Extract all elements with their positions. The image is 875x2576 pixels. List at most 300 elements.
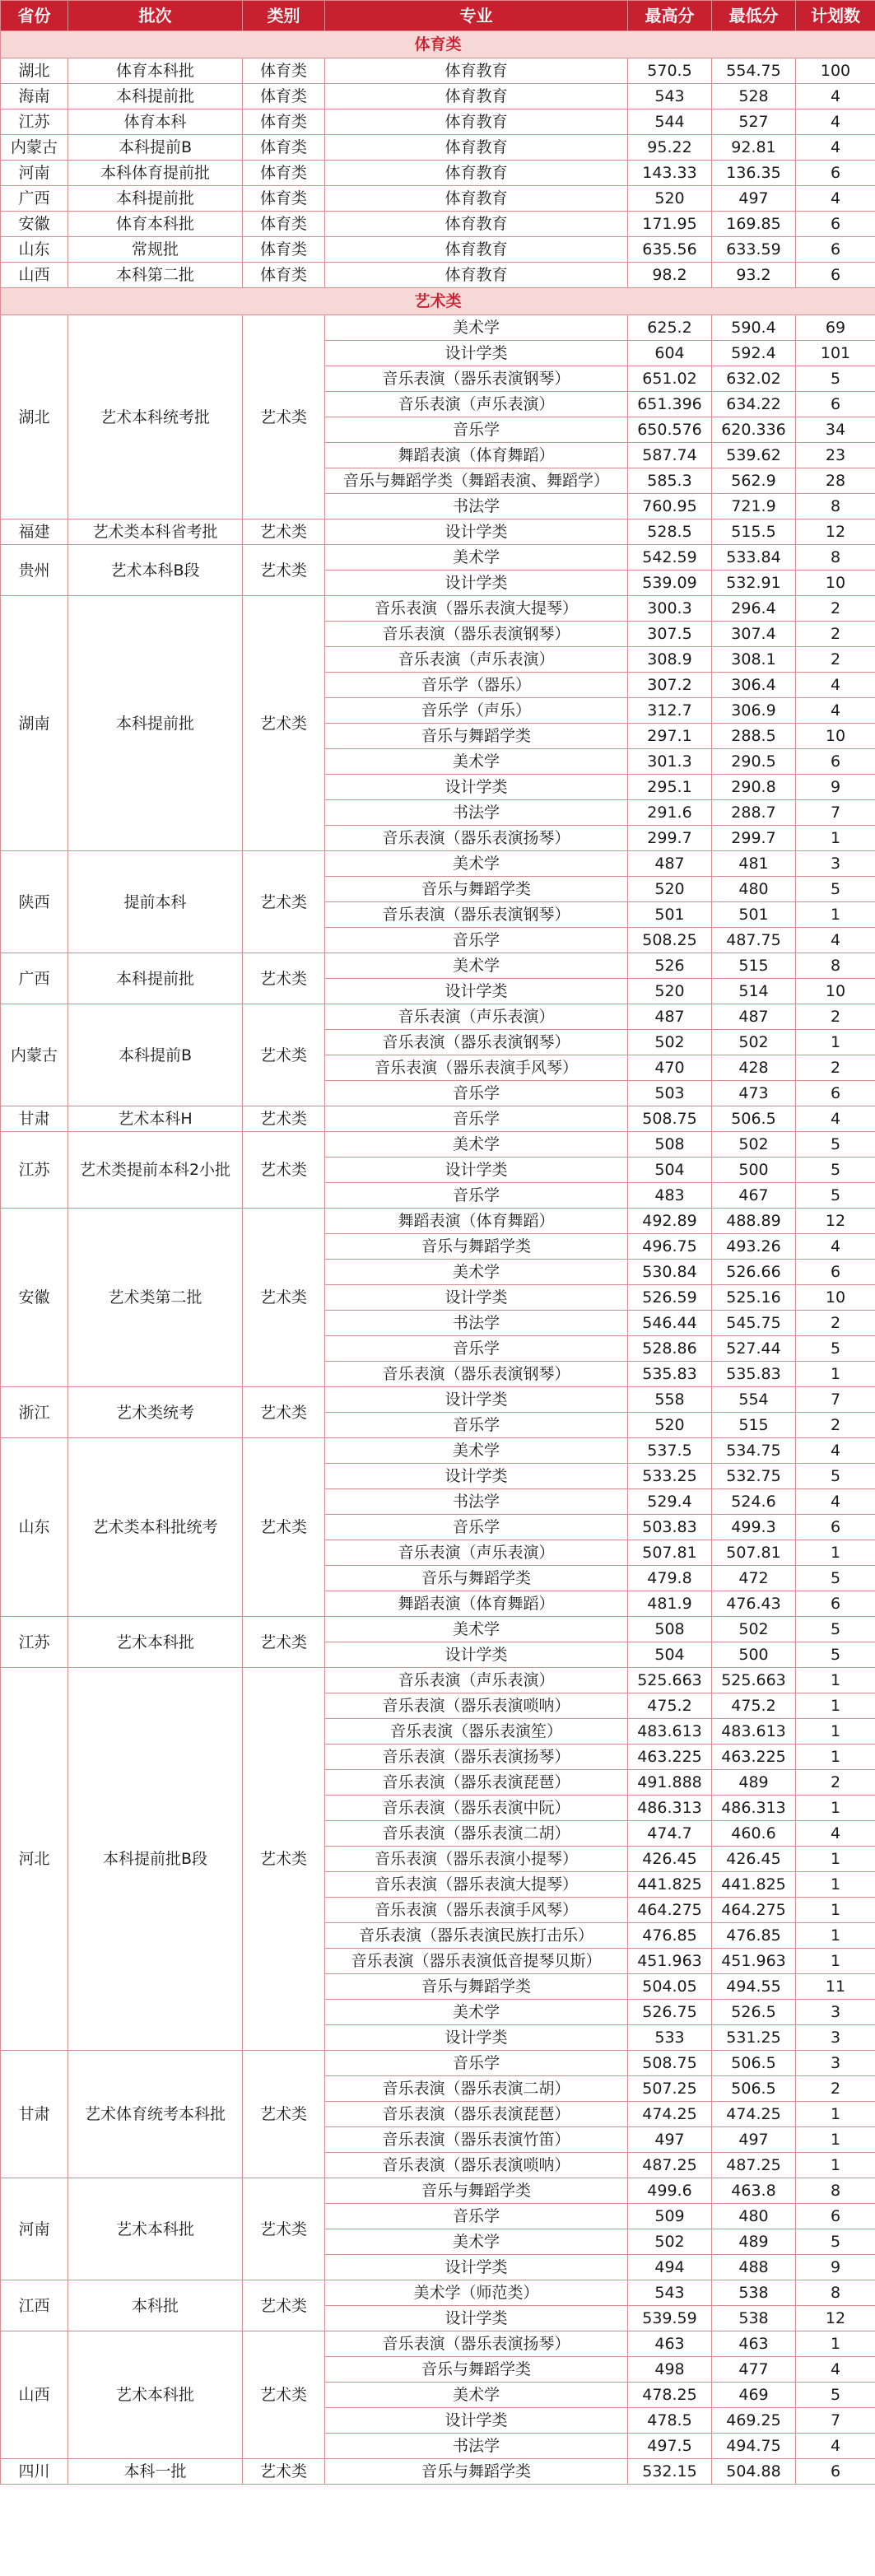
max-score-cell: 525.663 <box>628 1668 712 1693</box>
major-cell: 音乐学 <box>325 1106 628 1132</box>
batch-cell: 本科体育提前批 <box>68 161 243 186</box>
table-row <box>1 1004 875 1030</box>
plan-count-cell: 9 <box>796 775 875 800</box>
max-score-cell: 503 <box>628 1081 712 1106</box>
major-cell: 书法学 <box>325 1311 628 1336</box>
major-cell: 体育教育 <box>325 263 628 288</box>
min-score-cell: 497 <box>712 186 796 212</box>
max-score-cell: 143.33 <box>628 161 712 186</box>
min-score-cell: 290.8 <box>712 775 796 800</box>
table-row <box>1 953 875 979</box>
plan-count-cell: 4 <box>796 928 875 953</box>
category-cell: 艺术类 <box>243 1004 325 1106</box>
major-cell: 音乐学 <box>325 417 628 443</box>
max-score-cell: 479.8 <box>628 1566 712 1591</box>
major-cell: 体育教育 <box>325 84 628 109</box>
min-score-cell: 502 <box>712 1617 796 1642</box>
min-score-cell: 290.5 <box>712 749 796 775</box>
major-cell: 音乐学 <box>325 1081 628 1106</box>
major-cell: 舞蹈表演（体育舞蹈） <box>325 443 628 468</box>
max-score-cell: 502 <box>628 1030 712 1055</box>
batch-cell: 艺术本科B段 <box>68 545 243 596</box>
plan-count-cell: 2 <box>796 622 875 647</box>
province-cell: 陕西 <box>1 851 68 953</box>
category-cell: 艺术类 <box>243 1387 325 1438</box>
province-cell: 山东 <box>1 1438 68 1617</box>
province-cell: 湖北 <box>1 58 68 84</box>
min-score-cell: 428 <box>712 1055 796 1081</box>
max-score-cell: 487 <box>628 1004 712 1030</box>
plan-count-cell: 5 <box>796 1336 875 1362</box>
batch-cell: 艺术本科批 <box>68 2178 243 2280</box>
major-cell: 书法学 <box>325 494 628 519</box>
province-cell: 浙江 <box>1 1387 68 1438</box>
province-cell: 四川 <box>1 2459 68 2485</box>
major-cell: 设计学类 <box>325 1387 628 1413</box>
plan-count-cell: 1 <box>796 1745 875 1770</box>
batch-cell: 艺术类本科省考批 <box>68 519 243 545</box>
min-score-cell: 526.66 <box>712 1260 796 1285</box>
max-score-cell: 491.888 <box>628 1770 712 1796</box>
max-score-cell: 504.05 <box>628 1974 712 2000</box>
plan-count-cell: 1 <box>796 1847 875 1872</box>
max-score-cell: 651.02 <box>628 366 712 392</box>
major-cell: 美术学 <box>325 1617 628 1642</box>
min-score-cell: 460.6 <box>712 1821 796 1847</box>
major-cell: 音乐与舞蹈学类 <box>325 2178 628 2204</box>
min-score-cell: 469.25 <box>712 2408 796 2434</box>
plan-count-cell: 10 <box>796 571 875 596</box>
max-score-cell: 301.3 <box>628 749 712 775</box>
major-cell: 音乐表演（器乐表演钢琴） <box>325 366 628 392</box>
min-score-cell: 487.75 <box>712 928 796 953</box>
table-row <box>1 1438 875 1464</box>
max-score-cell: 542.59 <box>628 545 712 571</box>
table-row <box>1 2178 875 2204</box>
major-cell: 音乐表演（器乐表演二胡） <box>325 2076 628 2102</box>
category-cell: 艺术类 <box>243 596 325 851</box>
table-row <box>1 263 875 288</box>
plan-count-cell: 6 <box>796 1260 875 1285</box>
max-score-cell: 307.2 <box>628 673 712 698</box>
plan-count-cell: 1 <box>796 1796 875 1821</box>
plan-count-cell: 4 <box>796 84 875 109</box>
min-score-cell: 504.88 <box>712 2459 796 2485</box>
batch-cell: 艺术类提前本科2小批 <box>68 1132 243 1209</box>
major-cell: 设计学类 <box>325 1464 628 1489</box>
plan-count-cell: 8 <box>796 953 875 979</box>
province-cell: 江苏 <box>1 1617 68 1668</box>
min-score-cell: 487.25 <box>712 2153 796 2178</box>
major-cell: 美术学 <box>325 953 628 979</box>
plan-count-cell: 1 <box>796 1949 875 1974</box>
plan-count-cell: 4 <box>796 2434 875 2459</box>
max-score-cell: 543 <box>628 2280 712 2306</box>
min-score-cell: 308.1 <box>712 647 796 673</box>
plan-count-cell: 1 <box>796 1668 875 1693</box>
plan-count-cell: 7 <box>796 2408 875 2434</box>
batch-cell: 本科第二批 <box>68 263 243 288</box>
category-cell: 体育类 <box>243 186 325 212</box>
batch-cell: 艺术类第二批 <box>68 1209 243 1387</box>
plan-count-cell: 5 <box>796 1566 875 1591</box>
min-score-cell: 632.02 <box>712 366 796 392</box>
table-row <box>1 212 875 237</box>
max-score-cell: 535.83 <box>628 1362 712 1387</box>
max-score-cell: 470 <box>628 1055 712 1081</box>
min-score-cell: 590.4 <box>712 315 796 341</box>
plan-count-cell: 6 <box>796 749 875 775</box>
major-cell: 美术学 <box>325 851 628 877</box>
plan-count-cell: 10 <box>796 979 875 1004</box>
min-score-cell: 426.45 <box>712 1847 796 1872</box>
plan-count-cell: 6 <box>796 392 875 417</box>
min-score-cell: 288.7 <box>712 800 796 826</box>
batch-cell: 提前本科 <box>68 851 243 953</box>
major-cell: 舞蹈表演（体育舞蹈） <box>325 1209 628 1234</box>
max-score-cell: 532.15 <box>628 2459 712 2485</box>
major-cell: 音乐表演（器乐表演大提琴） <box>325 596 628 622</box>
major-cell: 音乐表演（器乐表演民族打击乐） <box>325 1923 628 1949</box>
major-cell: 设计学类 <box>325 2408 628 2434</box>
max-score-cell: 483.613 <box>628 1719 712 1745</box>
min-score-cell: 500 <box>712 1158 796 1183</box>
major-cell: 美术学 <box>325 2383 628 2408</box>
major-cell: 体育教育 <box>325 58 628 84</box>
province-cell: 广西 <box>1 186 68 212</box>
major-cell: 美术学 <box>325 2229 628 2255</box>
max-score-cell: 496.75 <box>628 1234 712 1260</box>
major-cell: 设计学类 <box>325 571 628 596</box>
min-score-cell: 463 <box>712 2331 796 2357</box>
max-score-cell: 499.6 <box>628 2178 712 2204</box>
major-cell: 音乐表演（器乐表演琵琶） <box>325 1770 628 1796</box>
plan-count-cell: 4 <box>796 1234 875 1260</box>
max-score-cell: 312.7 <box>628 698 712 724</box>
max-score-cell: 508 <box>628 1132 712 1158</box>
plan-count-cell: 4 <box>796 109 875 135</box>
major-cell: 音乐表演（器乐表演唢呐） <box>325 2153 628 2178</box>
max-score-cell: 98.2 <box>628 263 712 288</box>
category-cell: 艺术类 <box>243 2178 325 2280</box>
plan-count-cell: 1 <box>796 1693 875 1719</box>
plan-count-cell: 6 <box>796 212 875 237</box>
max-score-cell: 604 <box>628 341 712 366</box>
table-header <box>1 1 875 31</box>
major-cell: 书法学 <box>325 2434 628 2459</box>
batch-cell: 体育本科批 <box>68 58 243 84</box>
min-score-cell: 507.81 <box>712 1540 796 1566</box>
table-row <box>1 851 875 877</box>
max-score-cell: 520 <box>628 877 712 902</box>
plan-count-cell: 12 <box>796 519 875 545</box>
province-cell: 贵州 <box>1 545 68 596</box>
min-score-cell: 533.84 <box>712 545 796 571</box>
table-row <box>1 1668 875 1693</box>
min-score-cell: 136.35 <box>712 161 796 186</box>
max-score-cell: 760.95 <box>628 494 712 519</box>
category-cell: 艺术类 <box>243 2459 325 2485</box>
max-score-cell: 585.3 <box>628 468 712 494</box>
plan-count-cell: 5 <box>796 1132 875 1158</box>
plan-count-cell: 4 <box>796 698 875 724</box>
max-score-cell: 526.59 <box>628 1285 712 1311</box>
plan-count-cell: 3 <box>796 2000 875 2025</box>
batch-cell: 本科提前B <box>68 1004 243 1106</box>
max-score-cell: 544 <box>628 109 712 135</box>
category-cell: 艺术类 <box>243 1132 325 1209</box>
max-score-cell: 498 <box>628 2357 712 2383</box>
major-cell: 音乐学 <box>325 2204 628 2229</box>
plan-count-cell: 4 <box>796 1821 875 1847</box>
plan-count-cell: 101 <box>796 341 875 366</box>
province-cell: 福建 <box>1 519 68 545</box>
max-score-cell: 483 <box>628 1183 712 1209</box>
batch-cell: 常规批 <box>68 237 243 263</box>
max-score-cell: 494 <box>628 2255 712 2280</box>
min-score-cell: 500 <box>712 1642 796 1668</box>
major-cell: 体育教育 <box>325 186 628 212</box>
max-score-cell: 526.75 <box>628 2000 712 2025</box>
plan-count-cell: 1 <box>796 2153 875 2178</box>
section-title: 体育类 <box>1 31 875 58</box>
table-row <box>1 1617 875 1642</box>
max-score-cell: 297.1 <box>628 724 712 749</box>
major-cell: 美术学 <box>325 545 628 571</box>
min-score-cell: 538 <box>712 2306 796 2331</box>
table-row <box>1 58 875 84</box>
major-cell: 设计学类 <box>325 1285 628 1311</box>
min-score-cell: 497 <box>712 2127 796 2153</box>
batch-cell: 本科提前批 <box>68 186 243 212</box>
category-cell: 艺术类 <box>243 1209 325 1387</box>
min-score-cell: 93.2 <box>712 263 796 288</box>
max-score-cell: 300.3 <box>628 596 712 622</box>
plan-count-cell: 1 <box>796 1872 875 1898</box>
max-score-cell: 464.275 <box>628 1898 712 1923</box>
max-score-cell: 526 <box>628 953 712 979</box>
province-cell: 湖北 <box>1 315 68 519</box>
major-cell: 设计学类 <box>325 2255 628 2280</box>
major-cell: 体育教育 <box>325 212 628 237</box>
plan-count-cell: 6 <box>796 263 875 288</box>
plan-count-cell: 3 <box>796 851 875 877</box>
category-cell: 艺术类 <box>243 851 325 953</box>
section-header-row <box>1 288 875 315</box>
min-score-cell: 463.225 <box>712 1745 796 1770</box>
batch-cell: 艺术本科批 <box>68 2331 243 2459</box>
major-cell: 设计学类 <box>325 519 628 545</box>
table-row <box>1 315 875 341</box>
batch-cell: 本科提前批B段 <box>68 1668 243 2051</box>
min-score-cell: 554.75 <box>712 58 796 84</box>
province-cell: 湖南 <box>1 596 68 851</box>
plan-count-cell: 2 <box>796 1770 875 1796</box>
major-cell: 美术学 <box>325 2000 628 2025</box>
max-score-cell: 651.396 <box>628 392 712 417</box>
major-cell: 设计学类 <box>325 1158 628 1183</box>
batch-cell: 体育本科 <box>68 109 243 135</box>
category-cell: 体育类 <box>243 263 325 288</box>
max-score-cell: 451.963 <box>628 1949 712 1974</box>
plan-count-cell: 5 <box>796 1464 875 1489</box>
plan-count-cell: 28 <box>796 468 875 494</box>
min-score-cell: 634.22 <box>712 392 796 417</box>
max-score-cell: 558 <box>628 1387 712 1413</box>
major-cell: 书法学 <box>325 800 628 826</box>
min-score-cell: 538 <box>712 2280 796 2306</box>
plan-count-cell: 8 <box>796 494 875 519</box>
major-cell: 音乐与舞蹈学类 <box>325 1566 628 1591</box>
plan-count-cell: 5 <box>796 1183 875 1209</box>
major-cell: 音乐表演（声乐表演） <box>325 1668 628 1693</box>
table-row <box>1 1209 875 1234</box>
province-cell: 江西 <box>1 2280 68 2331</box>
max-score-cell: 474.7 <box>628 1821 712 1847</box>
category-cell: 艺术类 <box>243 2051 325 2178</box>
major-cell: 音乐学（声乐） <box>325 698 628 724</box>
min-score-cell: 487 <box>712 1004 796 1030</box>
min-score-cell: 515 <box>712 953 796 979</box>
plan-count-cell: 23 <box>796 443 875 468</box>
major-cell: 音乐与舞蹈学类 <box>325 877 628 902</box>
plan-count-cell: 4 <box>796 135 875 161</box>
min-score-cell: 483.613 <box>712 1719 796 1745</box>
min-score-cell: 477 <box>712 2357 796 2383</box>
min-score-cell: 535.83 <box>712 1362 796 1387</box>
category-cell: 体育类 <box>243 161 325 186</box>
plan-count-cell: 5 <box>796 366 875 392</box>
min-score-cell: 469 <box>712 2383 796 2408</box>
province-cell: 安徽 <box>1 1209 68 1387</box>
max-score-cell: 520 <box>628 1413 712 1438</box>
min-score-cell: 307.4 <box>712 622 796 647</box>
max-score-cell: 308.9 <box>628 647 712 673</box>
plan-count-cell: 5 <box>796 2229 875 2255</box>
min-score-cell: 475.2 <box>712 1693 796 1719</box>
plan-count-cell: 5 <box>796 2383 875 2408</box>
category-cell: 艺术类 <box>243 1668 325 2051</box>
plan-count-cell: 1 <box>796 1719 875 1745</box>
plan-count-cell: 10 <box>796 724 875 749</box>
max-score-cell: 650.576 <box>628 417 712 443</box>
plan-count-cell: 6 <box>796 161 875 186</box>
major-cell: 音乐表演（器乐表演扬琴） <box>325 826 628 851</box>
min-score-cell: 531.25 <box>712 2025 796 2051</box>
min-score-cell: 528 <box>712 84 796 109</box>
max-score-cell: 533.25 <box>628 1464 712 1489</box>
max-score-cell: 509 <box>628 2204 712 2229</box>
province-cell: 江苏 <box>1 1132 68 1209</box>
min-score-cell: 467 <box>712 1183 796 1209</box>
max-score-cell: 508.25 <box>628 928 712 953</box>
plan-count-cell: 1 <box>796 902 875 928</box>
batch-cell: 艺术类本科批统考 <box>68 1438 243 1617</box>
category-cell: 艺术类 <box>243 953 325 1004</box>
max-score-cell: 520 <box>628 186 712 212</box>
major-cell: 音乐表演（器乐表演唢呐） <box>325 1693 628 1719</box>
province-cell: 海南 <box>1 84 68 109</box>
min-score-cell: 633.59 <box>712 237 796 263</box>
max-score-cell: 478.25 <box>628 2383 712 2408</box>
major-cell: 音乐表演（声乐表演） <box>325 392 628 417</box>
plan-count-cell: 11 <box>796 1974 875 2000</box>
max-score-cell: 487.25 <box>628 2153 712 2178</box>
min-score-cell: 515 <box>712 1413 796 1438</box>
major-cell: 音乐学 <box>325 2051 628 2076</box>
major-cell: 音乐学 <box>325 1413 628 1438</box>
section-title: 艺术类 <box>1 288 875 315</box>
min-score-cell: 545.75 <box>712 1311 796 1336</box>
plan-count-cell: 4 <box>796 673 875 698</box>
province-cell: 山西 <box>1 263 68 288</box>
table-body <box>1 31 875 2485</box>
min-score-cell: 473 <box>712 1081 796 1106</box>
plan-count-cell: 12 <box>796 1209 875 1234</box>
major-cell: 音乐表演（器乐表演笙） <box>325 1719 628 1745</box>
min-score-cell: 527.44 <box>712 1336 796 1362</box>
major-cell: 音乐表演（器乐表演钢琴） <box>325 1030 628 1055</box>
max-score-cell: 507.81 <box>628 1540 712 1566</box>
major-cell: 音乐与舞蹈学类 <box>325 724 628 749</box>
major-cell: 音乐表演（器乐表演中阮） <box>325 1796 628 1821</box>
min-score-cell: 476.85 <box>712 1923 796 1949</box>
province-cell: 内蒙古 <box>1 1004 68 1106</box>
header-major: 专业 <box>325 1 628 31</box>
table-row <box>1 2331 875 2357</box>
min-score-cell: 502 <box>712 1030 796 1055</box>
max-score-cell: 508.75 <box>628 1106 712 1132</box>
plan-count-cell: 1 <box>796 1898 875 1923</box>
plan-count-cell: 69 <box>796 315 875 341</box>
min-score-cell: 494.75 <box>712 2434 796 2459</box>
major-cell: 音乐学（器乐） <box>325 673 628 698</box>
max-score-cell: 476.85 <box>628 1923 712 1949</box>
header-min-score: 最低分 <box>712 1 796 31</box>
min-score-cell: 494.55 <box>712 1974 796 2000</box>
major-cell: 美术学 <box>325 1438 628 1464</box>
plan-count-cell: 7 <box>796 1387 875 1413</box>
plan-count-cell: 2 <box>796 596 875 622</box>
table-row <box>1 135 875 161</box>
min-score-cell: 288.5 <box>712 724 796 749</box>
plan-count-cell: 1 <box>796 1540 875 1566</box>
major-cell: 体育教育 <box>325 109 628 135</box>
batch-cell: 体育本科批 <box>68 212 243 237</box>
min-score-cell: 306.9 <box>712 698 796 724</box>
plan-count-cell: 6 <box>796 1081 875 1106</box>
table-row <box>1 237 875 263</box>
max-score-cell: 587.74 <box>628 443 712 468</box>
major-cell: 体育教育 <box>325 161 628 186</box>
plan-count-cell: 6 <box>796 2204 875 2229</box>
major-cell: 音乐表演（声乐表演） <box>325 1004 628 1030</box>
plan-count-cell: 8 <box>796 2280 875 2306</box>
max-score-cell: 520 <box>628 979 712 1004</box>
category-cell: 艺术类 <box>243 519 325 545</box>
min-score-cell: 488 <box>712 2255 796 2280</box>
plan-count-cell: 1 <box>796 2331 875 2357</box>
province-cell: 山西 <box>1 2331 68 2459</box>
max-score-cell: 529.4 <box>628 1489 712 1515</box>
max-score-cell: 478.5 <box>628 2408 712 2434</box>
category-cell: 艺术类 <box>243 545 325 596</box>
min-score-cell: 296.4 <box>712 596 796 622</box>
table-row <box>1 161 875 186</box>
table-row <box>1 1387 875 1413</box>
max-score-cell: 481.9 <box>628 1591 712 1617</box>
max-score-cell: 504 <box>628 1158 712 1183</box>
